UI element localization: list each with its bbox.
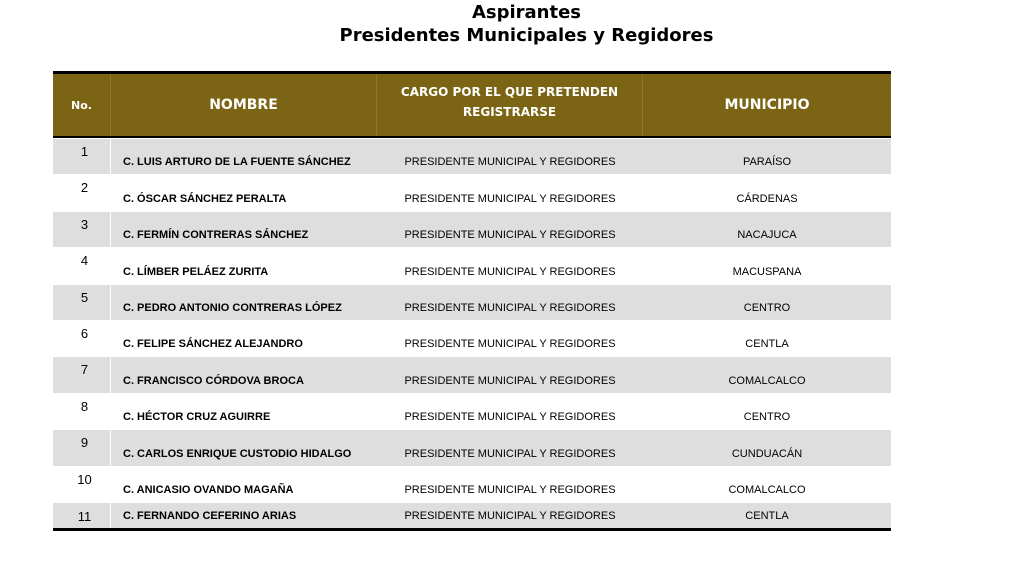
table-row <box>53 247 891 283</box>
row-number: 5 <box>53 285 111 320</box>
table-row <box>53 429 891 465</box>
row-number: 4 <box>53 248 111 283</box>
table-row <box>53 466 891 502</box>
row-municipio: CENTLA <box>745 338 789 351</box>
row-nombre: C. FERNANDO CEFERINO ARIAS <box>123 509 297 522</box>
table-row <box>53 284 891 320</box>
row-cargo: PRESIDENTE MUNICIPAL Y REGIDORES <box>404 229 616 242</box>
row-municipio: CENTRO <box>743 301 791 314</box>
row-cargo: PRESIDENTE MUNICIPAL Y REGIDORES <box>404 447 616 460</box>
table-row <box>53 356 891 392</box>
row-municipio: NACAJUCA <box>737 229 797 242</box>
row-cargo: PRESIDENTE MUNICIPAL Y REGIDORES <box>404 374 616 387</box>
row-nombre: C. LUIS ARTURO DE LA FUENTE SÁNCHEZ <box>123 156 351 169</box>
row-cargo: PRESIDENTE MUNICIPAL Y REGIDORES <box>404 265 616 278</box>
row-cargo: PRESIDENTE MUNICIPAL Y REGIDORES <box>404 301 616 314</box>
row-number: 11 <box>53 503 111 528</box>
row-municipio: MACUSPANA <box>732 265 802 278</box>
row-nombre: C. FERMÍN CONTRERAS SÁNCHEZ <box>123 229 309 242</box>
row-nombre: C. ÓSCAR SÁNCHEZ PERALTA <box>123 192 287 205</box>
row-municipio: COMALCALCO <box>728 483 806 496</box>
row-cargo: PRESIDENTE MUNICIPAL Y REGIDORES <box>404 192 616 205</box>
row-municipio: PARAÍSO <box>742 156 792 169</box>
header-nombre: NOMBRE <box>111 74 377 136</box>
table-body <box>53 138 891 528</box>
row-number: 3 <box>53 212 111 247</box>
row-number: 6 <box>53 321 111 356</box>
table-row <box>53 174 891 210</box>
header-no: No. <box>53 74 111 136</box>
row-municipio: CUNDUACÁN <box>731 447 803 460</box>
row-nombre: C. FRANCISCO CÓRDOVA BROCA <box>123 374 304 387</box>
row-cargo: PRESIDENTE MUNICIPAL Y REGIDORES <box>404 338 616 351</box>
page-title: Aspirantes <box>471 2 582 23</box>
row-number: 10 <box>53 467 111 502</box>
row-nombre: C. ANICASIO OVANDO MAGAÑA <box>123 483 294 496</box>
row-municipio: CENTRO <box>743 411 791 424</box>
table-header <box>53 74 891 138</box>
table-row <box>53 502 891 528</box>
row-nombre: C. CARLOS ENRIQUE CUSTODIO HIDALGO <box>123 447 352 460</box>
row-number: 9 <box>53 430 111 465</box>
row-cargo: PRESIDENTE MUNICIPAL Y REGIDORES <box>404 411 616 424</box>
row-cargo: PRESIDENTE MUNICIPAL Y REGIDORES <box>404 509 616 522</box>
row-number: 1 <box>53 139 111 174</box>
page-subtitle: Presidentes Municipales y Regidores <box>339 25 714 46</box>
row-municipio: CENTLA <box>745 509 789 522</box>
row-cargo: PRESIDENTE MUNICIPAL Y REGIDORES <box>404 156 616 169</box>
row-cargo: PRESIDENTE MUNICIPAL Y REGIDORES <box>404 483 616 496</box>
row-municipio: CÁRDENAS <box>736 192 798 205</box>
title-block <box>0 2 1024 48</box>
candidates-table <box>53 71 891 531</box>
row-nombre: C. FELIPE SÁNCHEZ ALEJANDRO <box>123 338 303 351</box>
header-cargo: CARGO POR EL QUE PRETENDEN REGISTRARSE <box>377 74 643 136</box>
header-municipio: MUNICIPIO <box>724 97 810 113</box>
table-row <box>53 320 891 356</box>
table-row <box>53 211 891 247</box>
row-nombre: C. HÉCTOR CRUZ AGUIRRE <box>123 411 271 424</box>
table-row <box>53 138 891 174</box>
row-number: 7 <box>53 357 111 392</box>
row-number: 2 <box>53 175 111 210</box>
row-number: 8 <box>53 394 111 429</box>
table-row <box>53 393 891 429</box>
row-nombre: C. PEDRO ANTONIO CONTRERAS LÓPEZ <box>123 301 342 314</box>
row-municipio: COMALCALCO <box>728 374 806 387</box>
row-nombre: C. LÍMBER PELÁEZ ZURITA <box>123 265 269 278</box>
